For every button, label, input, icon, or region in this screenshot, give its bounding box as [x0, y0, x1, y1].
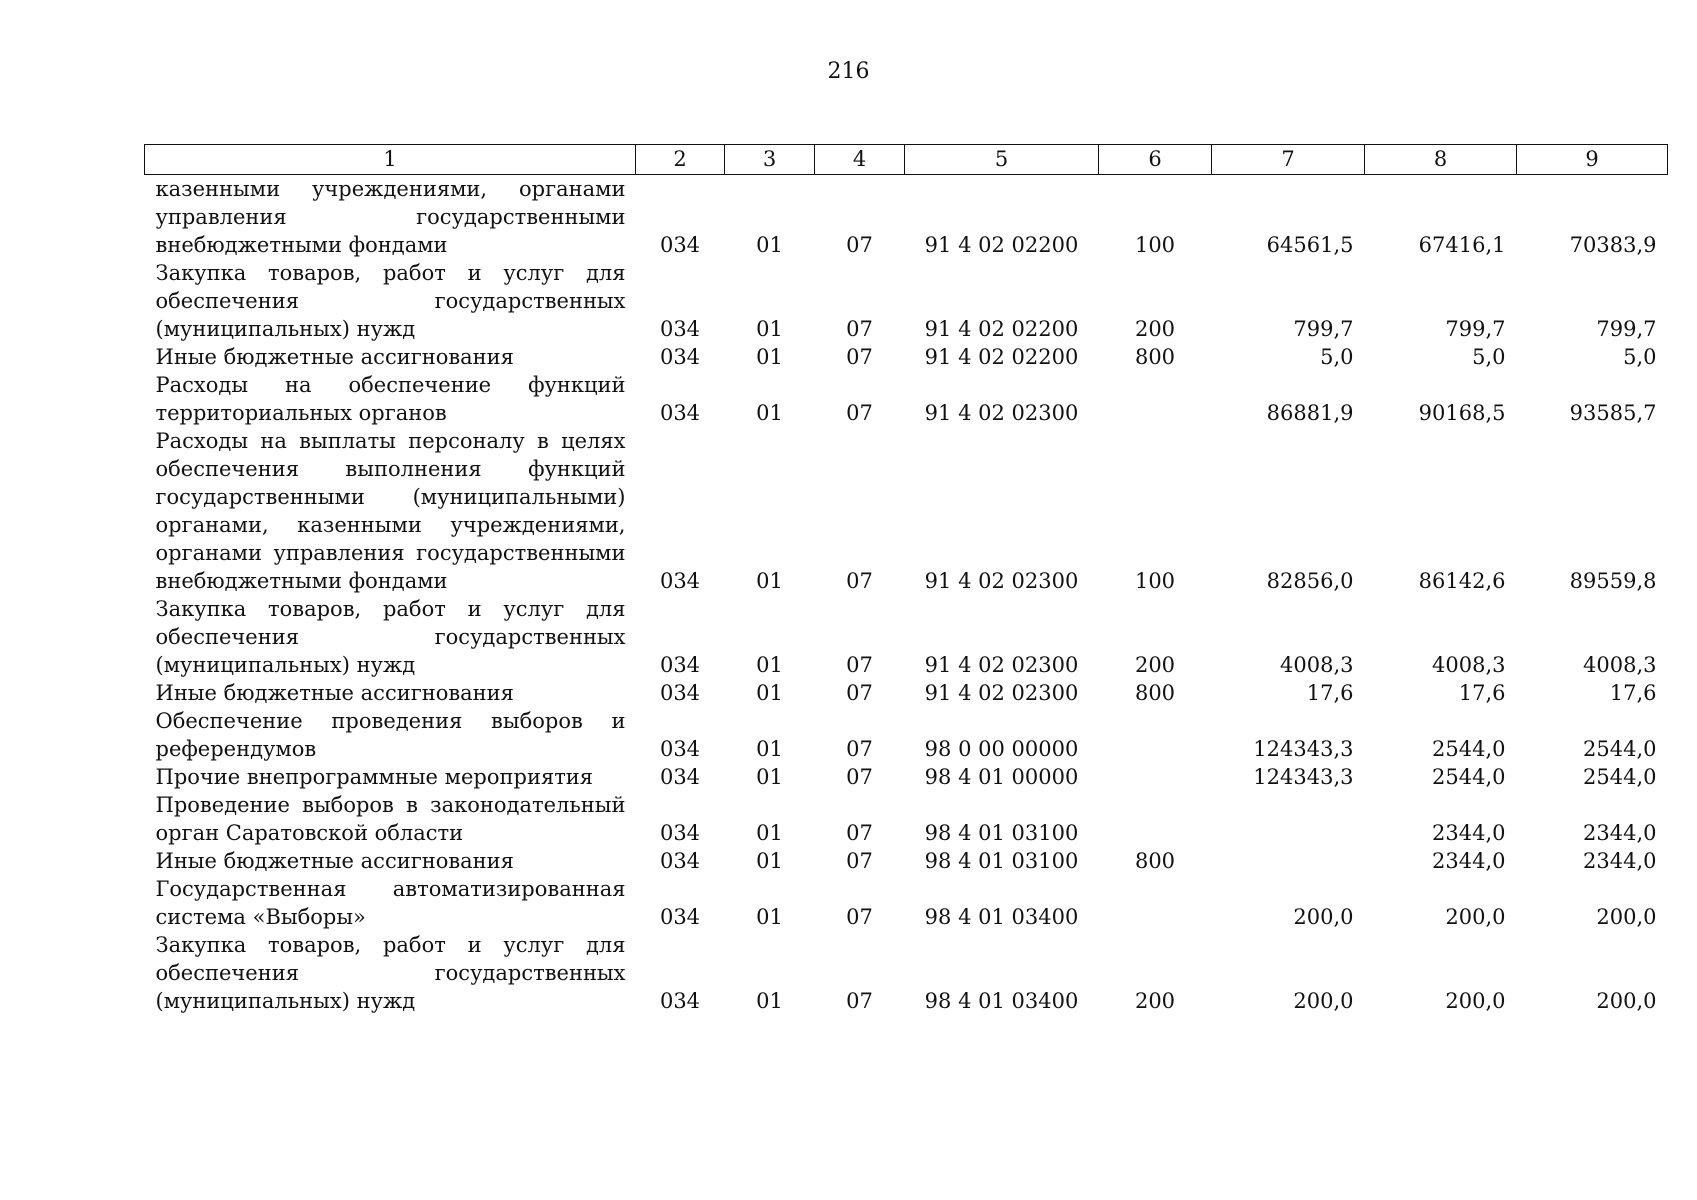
target-item-code-cell: 91 4 02 02300 — [924, 401, 1079, 425]
expense-type-code-cell: 200 — [1134, 653, 1176, 677]
table-row — [145, 931, 1668, 1015]
amount-year2-cell: 2344,0 — [1432, 821, 1506, 845]
column-number-header-row — [145, 145, 1668, 175]
target-item-code-cell: 91 4 02 02200 — [924, 317, 1079, 341]
expense-type-code-cell — [1099, 791, 1212, 847]
table-row — [145, 259, 1668, 343]
department-code-cell: 034 — [659, 401, 701, 425]
table-row — [145, 679, 1668, 707]
amount-year1-cell — [1212, 791, 1365, 847]
amount-year1-cell: 799,7 — [1293, 317, 1354, 341]
subsection-code-cell: 07 — [846, 989, 873, 1013]
column-header-2: 2 — [636, 145, 725, 175]
amount-year1-cell: 200,0 — [1293, 989, 1354, 1013]
department-code-cell: 034 — [659, 849, 701, 873]
department-code-cell: 034 — [659, 653, 701, 677]
amount-year3-cell: 200,0 — [1596, 905, 1657, 929]
subsection-code-cell: 07 — [846, 681, 873, 705]
column-header-4: 4 — [815, 145, 905, 175]
amount-year3-cell: 5,0 — [1623, 345, 1657, 369]
expense-name-cell: Закупка товаров, работ и услуг для обеспечения государственных (муниципальных) нужд — [155, 597, 626, 677]
expense-name-cell: Расходы на обеспечение функций территориальных органов — [155, 373, 626, 425]
amount-year3-cell: 89559,8 — [1569, 569, 1657, 593]
table-row — [145, 595, 1668, 679]
expense-name-cell: Закупка товаров, работ и услуг для обеспечения государственных (муниципальных) нужд — [155, 261, 626, 341]
section-code-cell: 01 — [756, 765, 783, 789]
table-row — [145, 763, 1668, 791]
subsection-code-cell: 07 — [846, 317, 873, 341]
amount-year1-cell: 5,0 — [1320, 345, 1354, 369]
subsection-code-cell: 07 — [846, 849, 873, 873]
amount-year1-cell: 4008,3 — [1280, 653, 1354, 677]
amount-year3-cell: 2344,0 — [1583, 821, 1657, 845]
amount-year2-cell: 2344,0 — [1432, 849, 1506, 873]
department-code-cell: 034 — [659, 765, 701, 789]
expense-name-cell: Закупка товаров, работ и услуг для обеспечения государственных (муниципальных) нужд — [155, 933, 626, 1013]
amount-year1-cell: 86881,9 — [1266, 401, 1354, 425]
department-code-cell: 034 — [659, 989, 701, 1013]
target-item-code-cell: 98 4 01 03100 — [924, 849, 1079, 873]
amount-year2-cell: 67416,1 — [1418, 233, 1506, 257]
expense-name-cell: Государственная автоматизированная система «Выборы» — [155, 877, 626, 929]
table-row — [145, 707, 1668, 763]
amount-year2-cell: 200,0 — [1445, 905, 1506, 929]
subsection-code-cell: 07 — [846, 401, 873, 425]
department-code-cell: 034 — [659, 821, 701, 845]
section-code-cell: 01 — [756, 317, 783, 341]
expense-type-code-cell: 800 — [1134, 681, 1176, 705]
target-item-code-cell: 91 4 02 02200 — [924, 345, 1079, 369]
subsection-code-cell: 07 — [846, 653, 873, 677]
table-row — [145, 427, 1668, 595]
section-code-cell: 01 — [756, 821, 783, 845]
table-row — [145, 371, 1668, 427]
amount-year2-cell: 200,0 — [1445, 989, 1506, 1013]
subsection-code-cell: 07 — [846, 737, 873, 761]
amount-year2-cell: 86142,6 — [1418, 569, 1506, 593]
amount-year1-cell: 82856,0 — [1266, 569, 1354, 593]
expense-name-cell: Иные бюджетные ассигнования — [155, 345, 514, 369]
amount-year2-cell: 5,0 — [1472, 345, 1506, 369]
column-header-6: 6 — [1099, 145, 1212, 175]
amount-year1-cell — [1212, 847, 1365, 875]
department-code-cell: 034 — [659, 905, 701, 929]
amount-year3-cell: 70383,9 — [1569, 233, 1657, 257]
subsection-code-cell: 07 — [846, 569, 873, 593]
page-number: 216 — [827, 59, 870, 84]
table-row — [145, 175, 1668, 260]
section-code-cell: 01 — [756, 737, 783, 761]
section-code-cell: 01 — [756, 233, 783, 257]
target-item-code-cell: 91 4 02 02200 — [924, 233, 1079, 257]
column-header-7: 7 — [1212, 145, 1365, 175]
target-item-code-cell: 98 4 01 03100 — [924, 821, 1079, 845]
section-code-cell: 01 — [756, 569, 783, 593]
amount-year3-cell: 2544,0 — [1583, 737, 1657, 761]
budget-table — [144, 144, 1668, 1015]
section-code-cell: 01 — [756, 653, 783, 677]
column-header-3: 3 — [725, 145, 815, 175]
department-code-cell: 034 — [659, 737, 701, 761]
expense-name-cell: казенными учреждениями, органами управления государственными внебюджетными фондами — [155, 177, 626, 257]
subsection-code-cell: 07 — [846, 765, 873, 789]
target-item-code-cell: 91 4 02 02300 — [924, 681, 1079, 705]
amount-year1-cell: 64561,5 — [1266, 233, 1354, 257]
expense-name-cell: Прочие внепрограммные мероприятия — [155, 765, 594, 789]
subsection-code-cell: 07 — [846, 345, 873, 369]
expense-type-code-cell — [1099, 875, 1212, 931]
column-header-5: 5 — [905, 145, 1099, 175]
department-code-cell: 034 — [659, 317, 701, 341]
amount-year1-cell: 17,6 — [1306, 681, 1354, 705]
expense-type-code-cell: 200 — [1134, 989, 1176, 1013]
section-code-cell: 01 — [756, 681, 783, 705]
expense-type-code-cell: 800 — [1134, 849, 1176, 873]
expense-name-cell: Иные бюджетные ассигнования — [155, 681, 514, 705]
expense-name-cell: Проведение выборов в законодательный орган Саратовской области — [155, 793, 626, 845]
subsection-code-cell: 07 — [846, 233, 873, 257]
amount-year2-cell: 2544,0 — [1432, 737, 1506, 761]
table-row — [145, 847, 1668, 875]
amount-year2-cell: 90168,5 — [1418, 401, 1506, 425]
expense-name-cell: Иные бюджетные ассигнования — [155, 849, 514, 873]
column-header-1: 1 — [145, 145, 636, 175]
section-code-cell: 01 — [756, 989, 783, 1013]
amount-year3-cell: 17,6 — [1609, 681, 1657, 705]
amount-year1-cell: 200,0 — [1293, 905, 1354, 929]
expense-type-code-cell — [1099, 763, 1212, 791]
expense-name-cell: Расходы на выплаты персоналу в целях обеспечения выполнения функций государственными (муниципальными) органами, казенными учреждениями, органами управления государственными внебюджетными фондами — [155, 429, 626, 593]
amount-year2-cell: 2544,0 — [1432, 765, 1506, 789]
target-item-code-cell: 91 4 02 02300 — [924, 569, 1079, 593]
amount-year1-cell: 124343,3 — [1253, 765, 1354, 789]
expense-type-code-cell — [1099, 371, 1212, 427]
section-code-cell: 01 — [756, 401, 783, 425]
department-code-cell: 034 — [659, 345, 701, 369]
expense-type-code-cell — [1099, 707, 1212, 763]
amount-year2-cell: 4008,3 — [1432, 653, 1506, 677]
target-item-code-cell: 98 4 01 03400 — [924, 989, 1079, 1013]
section-code-cell: 01 — [756, 849, 783, 873]
amount-year2-cell: 17,6 — [1458, 681, 1506, 705]
expense-name-cell: Обеспечение проведения выборов и референдумов — [155, 709, 626, 761]
target-item-code-cell: 98 4 01 03400 — [924, 905, 1079, 929]
department-code-cell: 034 — [659, 233, 701, 257]
amount-year3-cell: 93585,7 — [1569, 401, 1657, 425]
amount-year2-cell: 799,7 — [1445, 317, 1506, 341]
target-item-code-cell: 91 4 02 02300 — [924, 653, 1079, 677]
expense-type-code-cell: 100 — [1134, 569, 1176, 593]
amount-year1-cell: 124343,3 — [1253, 737, 1354, 761]
amount-year3-cell: 200,0 — [1596, 989, 1657, 1013]
department-code-cell: 034 — [659, 681, 701, 705]
table-row — [145, 791, 1668, 847]
amount-year3-cell: 4008,3 — [1583, 653, 1657, 677]
table-body — [145, 175, 1668, 1016]
column-header-8: 8 — [1365, 145, 1517, 175]
table-row — [145, 343, 1668, 371]
subsection-code-cell: 07 — [846, 821, 873, 845]
section-code-cell: 01 — [756, 905, 783, 929]
department-code-cell: 034 — [659, 569, 701, 593]
table-row — [145, 875, 1668, 931]
expense-type-code-cell: 200 — [1134, 317, 1176, 341]
amount-year3-cell: 799,7 — [1596, 317, 1657, 341]
amount-year3-cell: 2544,0 — [1583, 765, 1657, 789]
expense-type-code-cell: 100 — [1134, 233, 1176, 257]
amount-year3-cell: 2344,0 — [1583, 849, 1657, 873]
expense-type-code-cell: 800 — [1134, 345, 1176, 369]
target-item-code-cell: 98 4 01 00000 — [924, 765, 1079, 789]
column-header-9: 9 — [1517, 145, 1668, 175]
target-item-code-cell: 98 0 00 00000 — [924, 737, 1079, 761]
section-code-cell: 01 — [756, 345, 783, 369]
subsection-code-cell: 07 — [846, 905, 873, 929]
